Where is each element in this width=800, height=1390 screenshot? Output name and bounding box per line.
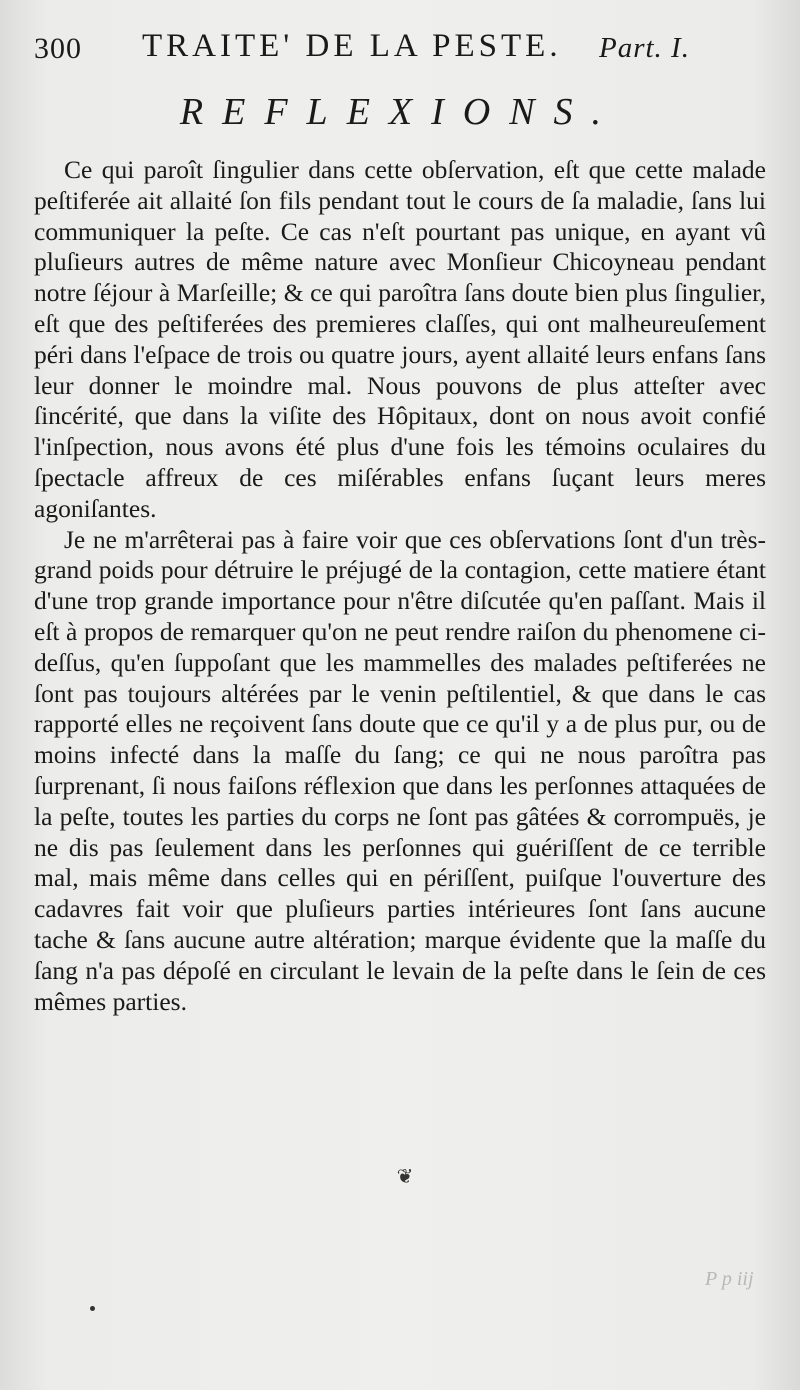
section-title: REFLEXIONS. [179, 91, 621, 133]
running-title: TRAITE' DE LA PESTE. [142, 28, 562, 64]
ink-spot [90, 1306, 95, 1311]
signature-mark: P p iij [705, 1268, 754, 1290]
running-part: Part. I. [599, 32, 690, 64]
running-header [34, 28, 714, 68]
page-number: 300 [34, 32, 82, 65]
paragraph: Je ne m'arrêterai pas à faire voir que ces obſervations ſont d'un très-grand poids pour détruire le préjugé de la contagion, cette matiere étant d'une trop grande importance pour n'être diſcutée qu'en paſſant. Mais il eſt à propos de remarquer qu'on ne peut rendre raiſon du phenomene ci-deſſus, qu'en ſuppoſant que les mammelles des malades peſtiferées ne ſont pas toujours altérées par le venin peſtilentiel, & que dans le cas rapporté elles ne reçoivent ſans doute que ce qu'il y a de plus pur, ou de moins infecté dans la maſſe du ſang; ce qui ne nous paroîtra pas ſurprenant, ſi nous faiſons réflexion que dans les perſonnes attaquées de la peſte, toutes les parties du corps ne ſont pas gâtées & corrompuës, je ne dis pas ſeulement dans les perſonnes qui guériſſent de ce terrible mal, mais même dans celles qui en périſſent, puiſque l'ouverture des cadavres fait voir que pluſieurs parties intérieures ſont ſans aucune tache & ſans aucune autre altération; marque évidente que la maſſe du ſang n'a pas dépoſé en circulant le levain de la peſte dans le ſein de ces mêmes parties. [34, 524, 766, 1016]
paragraph: Ce qui paroît ſingulier dans cette obſervation, eſt que cette malade peſtiferée ait allaité ſon fils pendant tout le cours de ſa maladie, ſans lui communiquer la peſte. Ce cas n'eſt pourtant pas unique, en ayant vû pluſieurs autres de même nature avec Monſieur Chicoyneau pendant notre ſéjour à Marſeille; & ce qui paroîtra ſans doute bien plus ſingulier, eſt que des peſtiferées des premieres claſſes, qui ont malheureuſement péri dans l'eſpace de trois ou quatre jours, ayent allaité leurs enfans ſans leur donner le moindre mal. Nous pouvons de plus atteſter avec ſincérité, que dans la viſite des Hôpitaux, dont on nous avoit confié l'inſpection, nous avons été plus d'une fois les témoins oculaires du ſpectacle affreux de ces miſérables enfans ſuçant leurs meres agoniſantes. [34, 155, 766, 523]
ornament-icon: ❦ [396, 1164, 414, 1188]
body-text [34, 155, 766, 1017]
